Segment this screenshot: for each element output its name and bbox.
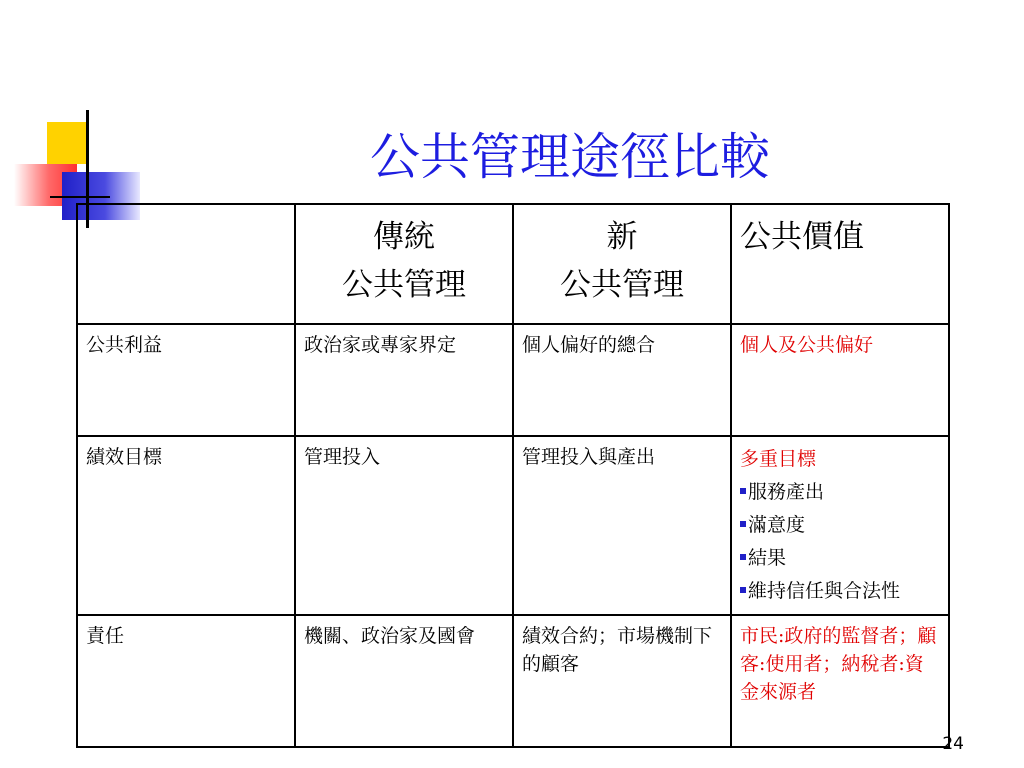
cell-traditional: 機關、政治家及國會 [295,615,513,747]
cell-new: 績效合約；市場機制下的顧客 [513,615,731,747]
list-item-text: 服務產出 [748,481,825,503]
list-item-text: 結果 [748,547,787,569]
decor-horizontal-line [50,196,110,198]
table-row [77,436,949,615]
header-traditional-line1: 傳統 [373,219,435,255]
header-public-value [731,204,949,324]
square-bullet-icon [740,521,746,527]
decor-yellow-square [47,122,87,164]
cell-public-value [731,436,949,615]
cell-public-value: 市民:政府的監督者；顧客:使用者；納稅者:資金來源者 [731,615,949,747]
list-item [740,542,940,575]
cell-new: 個人偏好的總合 [513,324,731,436]
row-label: 責任 [77,615,295,747]
header-traditional [295,204,513,324]
list-item-text: 維持信任與合法性 [748,580,901,602]
cell-traditional: 政治家或專家界定 [295,324,513,436]
header-traditional-line2: 公共管理 [342,267,466,303]
list-item-text: 滿意度 [748,514,806,536]
square-bullet-icon [740,554,746,560]
header-new [513,204,731,324]
cell-public-value-heading: 多重目標 [740,448,817,470]
header-new-line2: 公共管理 [560,267,684,303]
table-header-row [77,204,949,324]
cell-traditional: 管理投入 [295,436,513,615]
table-row [77,324,949,436]
header-public-value-line1: 公共價值 [740,219,864,255]
slide-title: 公共管理途徑比較 [370,128,770,186]
header-cell-empty [77,204,295,324]
table-row [77,615,949,747]
header-new-line1: 新 [606,219,638,255]
square-bullet-icon [740,587,746,593]
cell-new: 管理投入與產出 [513,436,731,615]
list-item [740,476,940,509]
row-label: 績效目標 [77,436,295,615]
square-bullet-icon [740,488,746,494]
page-number: 24 [942,734,964,754]
list-item [740,509,940,542]
cell-public-value: 個人及公共偏好 [731,324,949,436]
public-value-list [740,476,940,608]
row-label: 公共利益 [77,324,295,436]
list-item [740,575,940,608]
comparison-table [76,203,950,748]
